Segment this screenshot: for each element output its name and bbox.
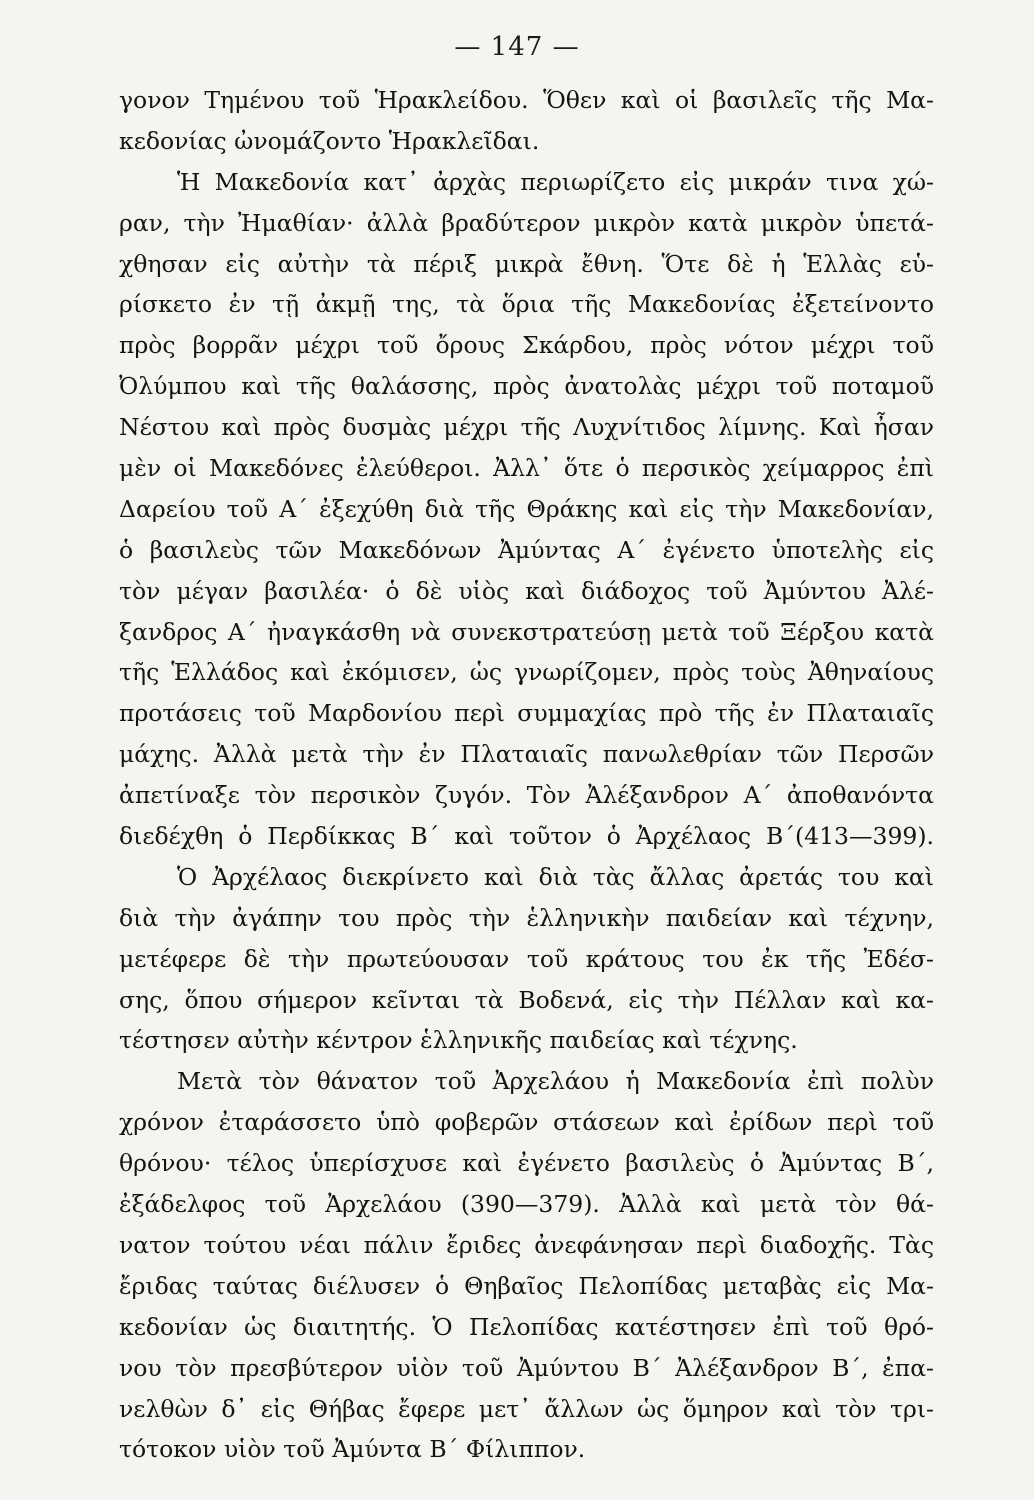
text-line: κεδονίας ὠνομάζοντο Ἡρακλεῖδαι. — [119, 126, 540, 155]
text-line: χρόνον ἐταράσσετο ὑπὸ φοβερῶν στάσεων καὶ ἐρίδων περὶ τοῦ — [119, 1108, 934, 1137]
text-line: πρὸς βορρᾶν μέχρι τοῦ ὄρους Σκάρδου, πρὸς νότον μέχρι τοῦ — [119, 331, 934, 360]
text-line: μάχης. Ἀλλὰ μετὰ τὴν ἐν Πλαταιαῖς πανωλεθρίαν τῶν Περσῶν — [119, 740, 934, 769]
text-line: μὲν οἱ Μακεδόνες ἐλεύθεροι. Ἀλλ᾽ ὅτε ὁ περσικὸς χείμαρρος ἐπὶ — [119, 454, 934, 483]
text-line: Δαρείου τοῦ Α΄ ἐξεχύθη διὰ τῆς Θράκης καὶ εἰς τὴν Μακεδονίαν, — [119, 494, 934, 523]
paragraph-start-line: Ὁ Ἀρχέλαος διεκρίνετο καὶ διὰ τὰς ἄλλας ἀρετάς του καὶ — [177, 862, 934, 891]
paragraph-start-line: Μετὰ τὸν θάνατον τοῦ Ἀρχελάου ἡ Μακεδονία ἐπὶ πολὺν — [177, 1067, 934, 1096]
text-line: κεδονίαν ὡς διαιτητής. Ὁ Πελοπίδας κατέστησεν ἐπὶ τοῦ θρό- — [119, 1312, 934, 1341]
text-line: Νέστου καὶ πρὸς δυσμὰς μέχρι τῆς Λυχνίτιδος λίμνης. Καὶ ἦσαν — [119, 413, 934, 442]
text-line: μετέφερε δὲ τὴν πρωτεύουσαν τοῦ κράτους του ἐκ τῆς Ἐδέσ- — [119, 944, 934, 973]
text-line: νελθὼν δ᾽ εἰς Θήβας ἔφερε μετ᾽ ἄλλων ὡς ὅμηρον καὶ τὸν τρι- — [119, 1394, 934, 1423]
body-text — [119, 80, 934, 1470]
text-line: σης, ὅπου σήμερον κεῖνται τὰ Βοδενά, εἰς τὴν Πέλλαν καὶ κα- — [119, 985, 934, 1014]
text-line: τὸν μέγαν βασιλέα· ὁ δὲ υἱὸς καὶ διάδοχος τοῦ Ἀμύντου Ἀλέ- — [119, 576, 934, 605]
text-line: θρόνου· τέλος ὑπερίσχυσε καὶ ἐγένετο βασιλεὺς ὁ Ἀμύντας Β΄, — [119, 1149, 934, 1178]
text-line: Ὀλύμπου καὶ τῆς θαλάσσης, πρὸς ἀνατολὰς μέχρι τοῦ ποταμοῦ — [119, 372, 934, 401]
text-line: χθησαν εἰς αὐτὴν τὰ πέριξ μικρὰ ἔθνη. Ὅτε δὲ ἡ Ἑλλὰς εὑ- — [119, 249, 934, 278]
text-line: ἀπετίναξε τὸν περσικὸν ζυγόν. Τὸν Ἀλέξανδρον Α΄ ἀποθανόντα — [119, 781, 934, 810]
text-line: διεδέχθη ὁ Περδίκκας Β΄ καὶ τοῦτον ὁ Ἀρχέλαος Β΄(413—399). — [119, 822, 934, 851]
text-line: διὰ τὴν ἀγάπην του πρὸς τὴν ἑλληνικὴν παιδείαν καὶ τέχνην, — [119, 903, 934, 932]
text-line: νου τὸν πρεσβύτερον υἱὸν τοῦ Ἀμύντου Β΄ Ἀλέξανδρον Β΄, ἐπα- — [119, 1353, 934, 1382]
text-line: τέστησεν αὐτὴν κέντρον ἑλληνικῆς παιδείας καὶ τέχνης. — [119, 1026, 798, 1055]
paragraph-start-line: Ἡ Μακεδονία κατ᾽ ἀρχὰς περιωρίζετο εἰς μικράν τινα χώ- — [177, 167, 934, 196]
page-number: — 147 — — [454, 32, 580, 62]
text-line: ἔριδας ταύτας διέλυσεν ὁ Θηβαῖος Πελοπίδας μεταβὰς εἰς Μα- — [119, 1271, 934, 1300]
text-line: προτάσεις τοῦ Μαρδονίου περὶ συμμαχίας πρὸ τῆς ἐν Πλαταιαῖς — [119, 699, 934, 728]
text-line: τῆς Ἑλλάδος καὶ ἐκόμισεν, ὡς γνωρίζομεν, πρὸς τοὺς Ἀθηναίους — [119, 658, 934, 687]
text-line: ρίσκετο ἐν τῇ ἀκμῇ της, τὰ ὅρια τῆς Μακεδονίας ἐξετείνοντο — [119, 290, 934, 319]
text-line: ραν, τὴν Ἠμαθίαν· ἀλλὰ βραδύτερον μικρὸν κατὰ μικρὸν ὑπετά- — [119, 208, 934, 237]
text-line: τότοκον υἱὸν τοῦ Ἀμύντα Β΄ Φίλιππον. — [119, 1435, 586, 1464]
text-line: ὁ βασιλεὺς τῶν Μακεδόνων Ἀμύντας Α΄ ἐγένετο ὑποτελὴς εἰς — [119, 535, 934, 564]
text-line: ξανδρος Α΄ ἠναγκάσθη νὰ συνεκστρατεύσῃ μετὰ τοῦ Ξέρξου κατὰ — [119, 617, 934, 646]
text-line: γονον Τημένου τοῦ Ἡρακλείδου. Ὅθεν καὶ οἱ βασιλεῖς τῆς Μα- — [119, 86, 934, 114]
text-line: νατον τούτου νέαι πάλιν ἔριδες ἀνεφάνησαν περὶ διαδοχῆς. Τὰς — [119, 1230, 934, 1259]
text-line: ἐξάδελφος τοῦ Ἀρχελάου (390—379). Ἀλλὰ καὶ μετὰ τὸν θά- — [119, 1190, 934, 1219]
